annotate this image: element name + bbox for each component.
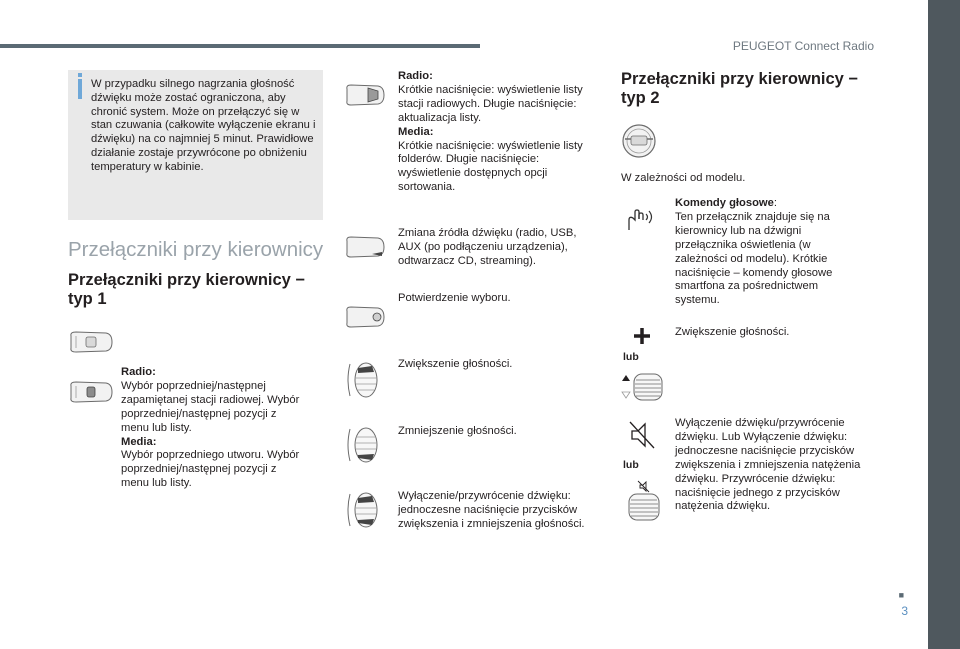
source-stalk-icon <box>344 234 386 260</box>
confirm-stalk-icon <box>344 304 386 330</box>
col2-media-label: Media: <box>398 125 434 138</box>
vol-down-text: Zmniejszenie głośności. <box>398 425 517 437</box>
volume-up-ring-icon <box>344 360 380 400</box>
type1-radio-label: Radio: <box>121 366 156 378</box>
type2-model-text: W zależności od modelu. <box>621 172 746 184</box>
mute-speaker-icon <box>628 420 656 450</box>
page-number: 3 <box>901 604 908 618</box>
mute-ring-icon <box>344 490 380 530</box>
side-tab-bar <box>928 0 960 649</box>
type1-media-text: Wybór poprzedniego utworu. Wybór poprzedniej/następnej pozycji z menu lub listy. <box>121 449 300 490</box>
voice-text: Ten przełącznik znajduje się na kierownicy lub na dźwigni przełącznika oświetlenia (w zależności od modelu). Krótkie naciśnięcie – komendy głosowe smartfona za pośrednictwem systemu. <box>675 210 833 307</box>
header-title: PEUGEOT Connect Radio <box>732 39 874 53</box>
stalk-thumbwheel-icon <box>68 378 114 406</box>
type1-radio-text: Wybór poprzedniej/następnej zapamiętanej stacji radiowej. Wybór poprzedniej/następnej pozycji z menu lub listy. <box>121 379 300 434</box>
info-text: W przypadku silnego nagrzania głośność dźwięku może zostać ograniczona, aby chronić system. Może on przełączyć się w stan czuwania (całkowite wyłączenie ekranu i dźwięku) na co najmniej 5 minut. Prawidłowe działanie zostaje przywrócone po obniżeniu temperatury w kabinie. <box>91 78 316 173</box>
page-marker: ■ <box>898 590 904 600</box>
confirm-text: Potwierdzenie wyboru. <box>398 292 511 304</box>
volume-wheel-up-icon <box>620 372 664 402</box>
type1-description <box>121 366 301 491</box>
vol-up-text: Zwiększenie głośności. <box>398 358 513 370</box>
col2-radio-label: Radio: <box>398 70 433 82</box>
col2-radio-media <box>398 70 596 195</box>
voice-command-icon <box>624 206 658 234</box>
mute-text: Wyłączenie/przywrócenie dźwięku: jednoczesne naciśnięcie przycisków zwiększenia i zmniejszenia głośności. <box>398 490 585 530</box>
lub-label-2: lub <box>623 459 639 471</box>
type2-vol-up-text: Zwiększenie głośności. <box>675 326 790 338</box>
info-icon <box>78 79 82 99</box>
steering-wheel-icon <box>621 123 657 159</box>
col2-media-text: Krótkie naciśnięcie: wyświetlenie listy folderów. Długie naciśnięcie: wyświetlenie dostępnych opcji sortowania. <box>398 139 583 194</box>
volume-wheel-mute-icon <box>626 480 662 522</box>
source-text: Zmiana źródła dźwięku (radio, USB, AUX (po podłączeniu urządzenia), odtwarzacz CD, streaming). <box>398 227 577 267</box>
voice-description: Komendy głosowe: Ten przełącznik znajduje się na kierownicy lub na dźwigni przełącznika oświetlenia (w zależności od modelu). Krótkie naciśnięcie – komendy głosowe smartfona za pośrednictwem systemu. <box>675 197 833 307</box>
type2-title: Przełączniki przy kierownicy − typ 2 <box>621 70 859 107</box>
plus-icon <box>632 326 652 346</box>
stalk-control-icon <box>68 328 114 356</box>
volume-down-ring-icon <box>344 425 380 465</box>
type1-title: Przełączniki przy kierownicy − typ 1 <box>68 271 306 308</box>
lub-label-1: lub <box>623 351 639 363</box>
voice-label: Komendy głosowe <box>675 197 774 209</box>
type1-media-label: Media: <box>121 435 157 448</box>
col2-radio-text: Krótkie naciśnięcie: wyświetlenie listy stacji radiowych. Długie naciśnięcie: aktualizacja listy. <box>398 83 583 124</box>
header-rule <box>0 44 480 48</box>
type2-mute-text: Wyłączenie dźwięku/przywrócenie dźwięku. Lub Wyłączenie dźwięku: jednoczesne naciśnięcie przycisków zwiększenia i zmniejszenia natężenia dźwięku. Przywrócenie dźwięku: naciśnięcie jednego z przycisków natężenia dźwięku. <box>675 417 861 513</box>
stalk-button-icon <box>344 82 386 108</box>
section-title: Przełączniki przy kierownicy <box>68 238 324 261</box>
